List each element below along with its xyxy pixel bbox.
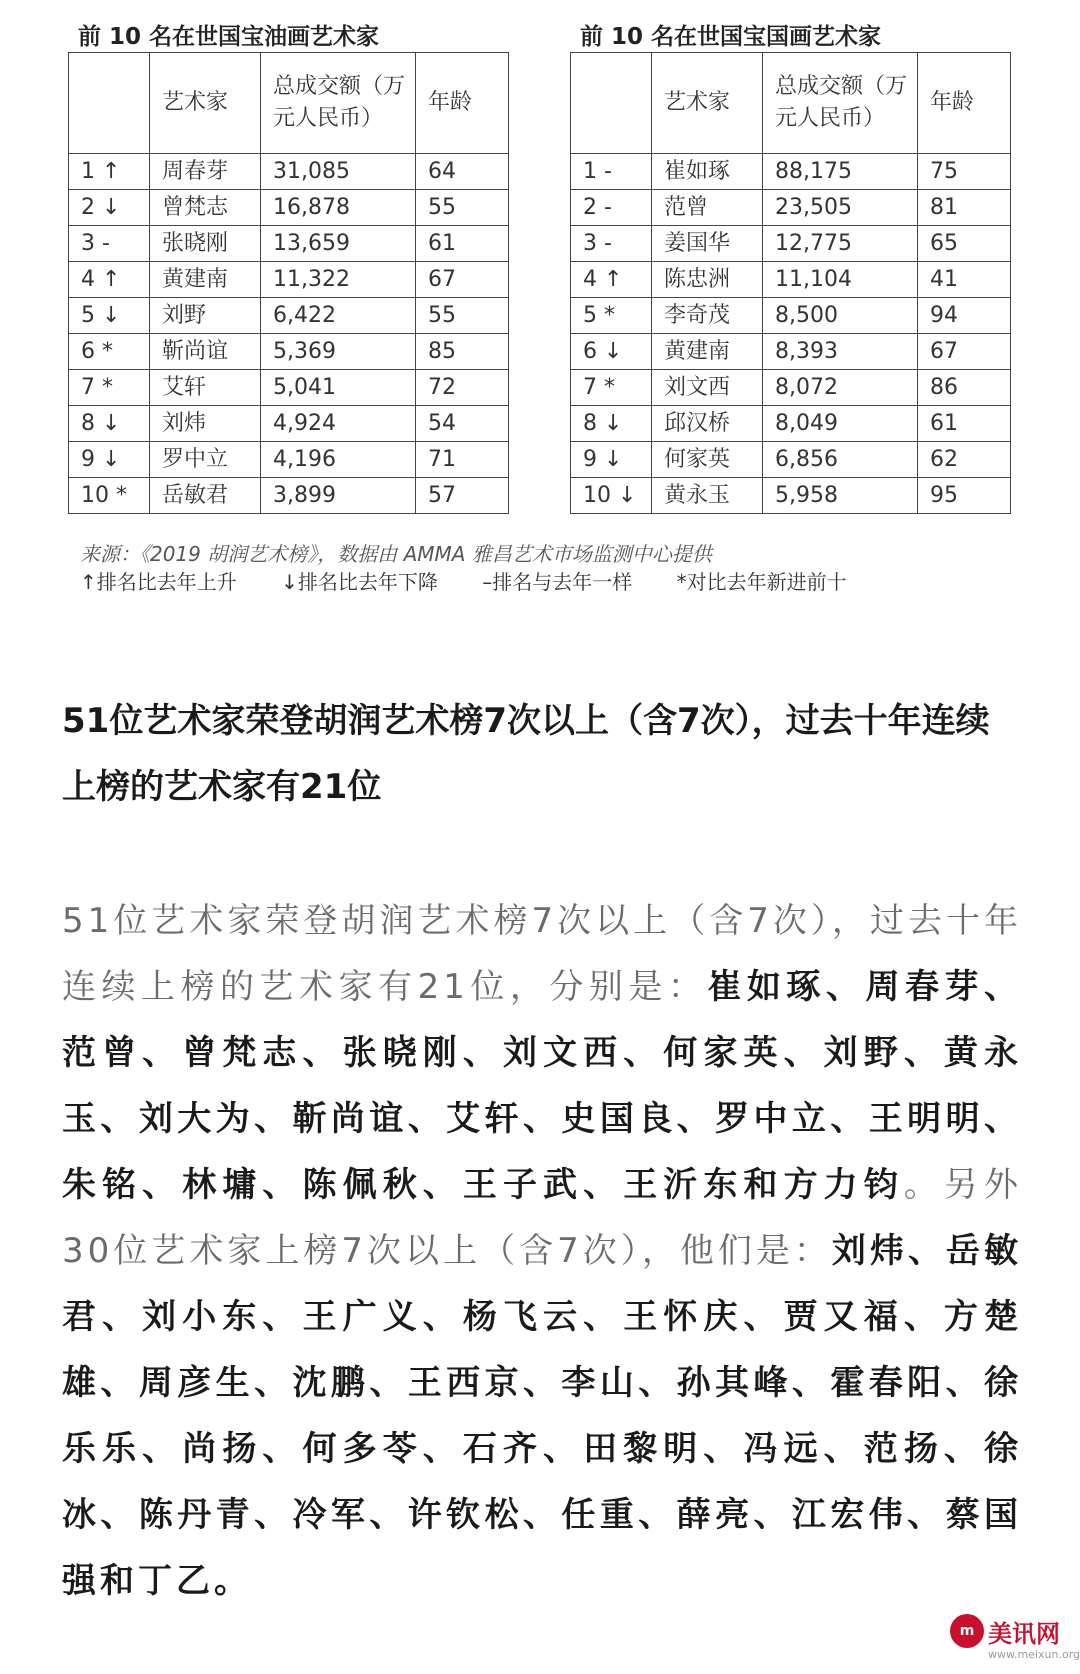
trend-legend (80, 566, 885, 595)
artist-cell: 陈忠洲 (652, 262, 763, 298)
artist-cell: 罗中立 (150, 442, 261, 478)
amount-cell: 6,422 (261, 298, 416, 334)
table-row (571, 442, 1011, 478)
trend-icon: - (604, 231, 612, 256)
age-cell: 64 (416, 154, 509, 190)
amount-cell: 11,104 (763, 262, 918, 298)
rank-cell (69, 190, 150, 226)
amount-cell: 13,659 (261, 226, 416, 262)
rank-number: 4 (81, 267, 95, 292)
amount-header: 总成交额（万元人民币） (261, 53, 416, 154)
rank-number: 9 (583, 447, 597, 472)
amount-cell: 5,369 (261, 334, 416, 370)
age-cell: 71 (416, 442, 509, 478)
amount-cell: 8,393 (763, 334, 918, 370)
age-cell: 67 (918, 334, 1011, 370)
age-cell: 57 (416, 478, 509, 514)
consecutive-artist-list: 崔如琢、周春芽、范曾、曾梵志、张晓刚、刘文西、何家英、刘野、黄永玉、刘大为、靳尚谊、艾轩、史国良、罗中立、王明明、朱铭、林墉、陈佩秋、王子武、王沂东和方力钧 (62, 967, 1023, 1205)
table-row (69, 262, 509, 298)
table-row (69, 406, 509, 442)
age-header: 年龄 (416, 53, 509, 154)
article-paragraph (62, 888, 1022, 1614)
trend-icon: ↑ (604, 267, 623, 292)
rank-cell (571, 190, 652, 226)
trend-icon: ↑ (102, 159, 121, 184)
age-cell: 62 (918, 442, 1011, 478)
artist-cell: 黄建南 (150, 262, 261, 298)
table-row (69, 370, 509, 406)
legend-down: ↓排名比去年下降 (281, 570, 438, 594)
table-row (571, 370, 1011, 406)
artist-cell: 曾梵志 (150, 190, 261, 226)
amount-cell: 8,072 (763, 370, 918, 406)
artist-header: 艺术家 (652, 53, 763, 154)
rank-cell (69, 262, 150, 298)
rank-number: 5 (583, 303, 597, 328)
paragraph-mid: 。另外30位艺术家上榜7次以上（含7次），他们是： (62, 1165, 1023, 1271)
amount-cell: 4,196 (261, 442, 416, 478)
legend-same: –排名与去年一样 (482, 570, 633, 594)
trend-icon: - (604, 159, 612, 184)
rank-cell (69, 478, 150, 514)
age-cell: 55 (416, 190, 509, 226)
age-cell: 95 (918, 478, 1011, 514)
amount-cell: 8,049 (763, 406, 918, 442)
ink-painting-ranking (570, 22, 1011, 514)
ink-table-title: 前 10 名在世国宝国画艺术家 (580, 24, 882, 50)
rank-cell (571, 298, 652, 334)
age-cell: 81 (918, 190, 1011, 226)
rank-cell (571, 370, 652, 406)
trend-icon: ↓ (102, 447, 121, 472)
other-artist-list: 刘炜、岳敏君、刘小东、王广义、杨飞云、王怀庆、贾又福、方楚雄、周彦生、沈鹏、王西京、李山、孙其峰、霍春阳、徐乐乐、尚扬、何多苓、石齐、田黎明、冯远、范扬、徐冰、陈丹青、冷军、许钦松、任重、薛亮、江宏伟、蔡国强和丁乙。 (62, 1231, 1022, 1601)
artist-cell: 岳敏君 (150, 478, 261, 514)
rank-number: 10 (81, 483, 109, 508)
source-note: 来源：《2019 胡润艺术榜》，数据由 AMMA 雅昌艺术市场监测中心提供 (80, 542, 712, 566)
oil-table (68, 52, 509, 514)
table-row (69, 226, 509, 262)
rank-number: 1 (583, 159, 597, 184)
artist-header: 艺术家 (150, 53, 261, 154)
amount-cell: 8,500 (763, 298, 918, 334)
amount-cell: 3,899 (261, 478, 416, 514)
artist-cell: 靳尚谊 (150, 334, 261, 370)
rank-number: 5 (81, 303, 95, 328)
age-cell: 65 (918, 226, 1011, 262)
oil-painting-ranking (68, 22, 509, 514)
artist-cell: 崔如琢 (652, 154, 763, 190)
trend-icon: * (604, 375, 615, 400)
table-row (571, 406, 1011, 442)
trend-icon: ↓ (102, 411, 121, 436)
age-cell: 72 (416, 370, 509, 406)
amount-cell: 31,085 (261, 154, 416, 190)
paragraph-intro: 51位艺术家荣登胡润艺术榜7次以上（含7次），过去十年连续上榜的艺术家有21位，分别是： (62, 901, 1022, 1007)
amount-cell: 4,924 (261, 406, 416, 442)
trend-icon: ↓ (102, 195, 121, 220)
rank-number: 6 (81, 339, 95, 364)
meixun-logo-icon: m (950, 1614, 984, 1648)
rank-cell (69, 298, 150, 334)
ink-table (570, 52, 1011, 514)
artist-cell: 何家英 (652, 442, 763, 478)
trend-icon: * (102, 375, 113, 400)
rank-number: 8 (583, 411, 597, 436)
table-row (571, 154, 1011, 190)
rank-cell (571, 262, 652, 298)
rank-cell (69, 442, 150, 478)
rank-cell (571, 442, 652, 478)
trend-icon: * (102, 339, 113, 364)
table-row (571, 262, 1011, 298)
rank-header (69, 53, 150, 154)
trend-icon: * (116, 483, 127, 508)
age-cell: 75 (918, 154, 1011, 190)
age-cell: 85 (416, 334, 509, 370)
age-cell: 67 (416, 262, 509, 298)
table-row (69, 190, 509, 226)
rank-number: 3 (583, 231, 597, 256)
age-cell: 86 (918, 370, 1011, 406)
age-cell: 61 (416, 226, 509, 262)
table-row (69, 442, 509, 478)
article-headline: 51位艺术家荣登胡润艺术榜7次以上（含7次），过去十年连续上榜的艺术家有21位 (62, 701, 990, 807)
table-header-row (69, 53, 509, 154)
age-cell: 54 (416, 406, 509, 442)
oil-table-title: 前 10 名在世国宝油画艺术家 (78, 24, 380, 50)
amount-cell: 88,175 (763, 154, 918, 190)
watermark-url: www.meixun.org (988, 1648, 1080, 1661)
rank-cell (571, 406, 652, 442)
artist-cell: 刘文西 (652, 370, 763, 406)
rank-cell (571, 478, 652, 514)
rank-number: 2 (81, 195, 95, 220)
rank-number: 2 (583, 195, 597, 220)
trend-icon: ↓ (604, 339, 623, 364)
table-row (571, 226, 1011, 262)
rank-number: 9 (81, 447, 95, 472)
amount-cell: 5,041 (261, 370, 416, 406)
trend-icon: - (604, 195, 612, 220)
trend-icon: ↑ (102, 267, 121, 292)
age-header: 年龄 (918, 53, 1011, 154)
rank-cell (69, 334, 150, 370)
trend-icon: ↓ (102, 303, 121, 328)
artist-cell: 艾轩 (150, 370, 261, 406)
table-row (571, 298, 1011, 334)
table-row (571, 334, 1011, 370)
amount-cell: 11,322 (261, 262, 416, 298)
watermark-name: 美讯网 (988, 1620, 1060, 1648)
trend-icon: - (102, 231, 110, 256)
rank-cell (69, 154, 150, 190)
trend-icon: ↓ (618, 483, 637, 508)
trend-icon: * (604, 303, 615, 328)
legend-new: *对比去年新进前十 (676, 570, 847, 594)
amount-cell: 23,505 (763, 190, 918, 226)
rank-cell (69, 370, 150, 406)
table-row (571, 190, 1011, 226)
rank-cell (571, 226, 652, 262)
artist-cell: 邱汉桥 (652, 406, 763, 442)
artist-cell: 范曾 (652, 190, 763, 226)
rank-cell (571, 334, 652, 370)
rank-cell (571, 154, 652, 190)
trend-icon: ↓ (604, 411, 623, 436)
artist-cell: 李奇茂 (652, 298, 763, 334)
age-cell: 94 (918, 298, 1011, 334)
rank-header (571, 53, 652, 154)
rank-number: 6 (583, 339, 597, 364)
amount-header: 总成交额（万元人民币） (763, 53, 918, 154)
rank-number: 4 (583, 267, 597, 292)
artist-cell: 姜国华 (652, 226, 763, 262)
age-cell: 41 (918, 262, 1011, 298)
table-row (69, 154, 509, 190)
table-header-row (571, 53, 1011, 154)
age-cell: 55 (416, 298, 509, 334)
artist-cell: 黄建南 (652, 334, 763, 370)
rank-number: 10 (583, 483, 611, 508)
ranking-tables (0, 0, 1080, 620)
rank-number: 7 (81, 375, 95, 400)
amount-cell: 5,958 (763, 478, 918, 514)
rank-cell (69, 226, 150, 262)
table-row (69, 478, 509, 514)
table-row (69, 334, 509, 370)
artist-cell: 周春芽 (150, 154, 261, 190)
artist-cell: 张晓刚 (150, 226, 261, 262)
artist-cell: 刘野 (150, 298, 261, 334)
artist-cell: 刘炜 (150, 406, 261, 442)
trend-icon: ↓ (604, 447, 623, 472)
rank-number: 1 (81, 159, 95, 184)
legend-up: ↑排名比去年上升 (80, 570, 237, 594)
amount-cell: 6,856 (763, 442, 918, 478)
rank-number: 3 (81, 231, 95, 256)
artist-cell: 黄永玉 (652, 478, 763, 514)
rank-number: 8 (81, 411, 95, 436)
table-row (69, 298, 509, 334)
rank-number: 7 (583, 375, 597, 400)
rank-cell (69, 406, 150, 442)
age-cell: 61 (918, 406, 1011, 442)
amount-cell: 12,775 (763, 226, 918, 262)
site-watermark (950, 1608, 1080, 1668)
table-row (571, 478, 1011, 514)
amount-cell: 16,878 (261, 190, 416, 226)
